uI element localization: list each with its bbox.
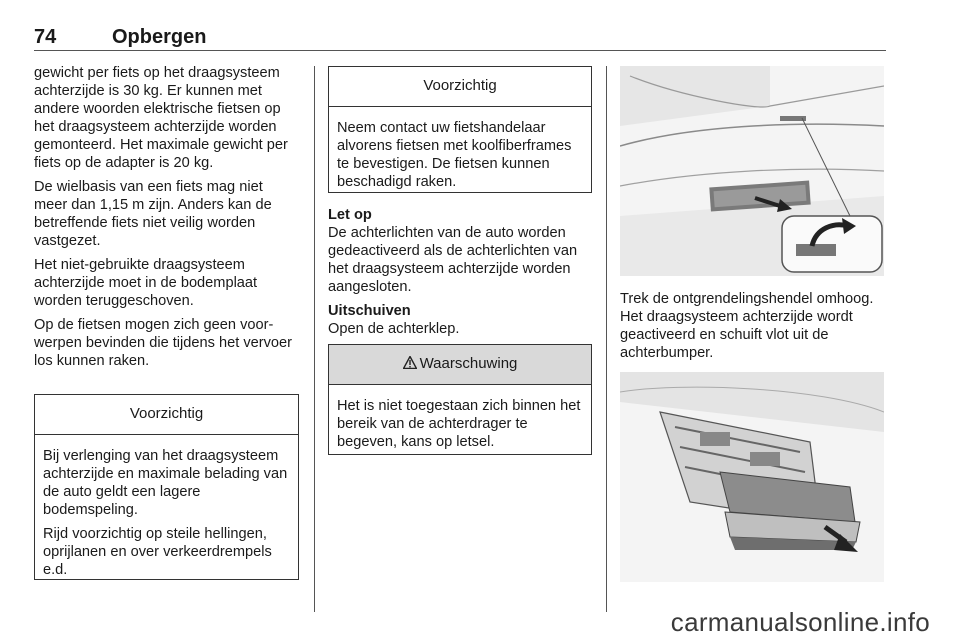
column-divider [606, 66, 607, 612]
watermark: carmanualsonline.info [670, 607, 930, 637]
caution-title: Voorzichtig [329, 67, 591, 107]
illustration-release-lever [620, 66, 884, 276]
warning-triangle-icon [403, 355, 417, 373]
caution-title: Voorzichtig [35, 395, 298, 435]
middle-column-text [328, 206, 593, 344]
page-header [34, 22, 886, 51]
caution-box [34, 394, 299, 580]
section-text: Open de achterklep. [328, 321, 460, 337]
right-column-text [620, 290, 888, 368]
warning-title: Waarschuwing [419, 355, 518, 372]
note-title: Let op [328, 207, 372, 223]
chapter-title: Opbergen [112, 26, 207, 48]
left-column [34, 64, 300, 376]
caution-box [328, 66, 592, 193]
paragraph: Het niet-gebruikte draagsysteem achterzijde moet in de bodemplaat worden teruggeschoven. [34, 257, 258, 309]
illustration-carrier-extended [620, 372, 884, 582]
warning-box [328, 344, 592, 455]
caution-text: Bij verlenging van het draagsysteem achterzijde en maximale belading van de auto geldt een lagere bodemspeling. [43, 448, 288, 518]
paragraph: Op de fietsen mogen zich geen voorwerpen bevinden die tijdens het vervoer los kunnen raken. [34, 317, 292, 369]
paragraph: gewicht per fiets op het draagsysteem achterzijde is 30 kg. Er kunnen met andere woorden elektrische fietsen op het draagsysteem achterzijde worden gemonteerd. Het maximale gewicht per fiets op de adapter is 20 kg. [34, 65, 288, 171]
caution-text: Neem contact uw fietshandelaar alvorens fietsen met koolfiberframes te bevestigen. De fietsen kunnen beschadigd raken. [337, 120, 572, 190]
warning-header [329, 345, 591, 385]
page-number: 74 [34, 26, 57, 48]
section-heading: Uitschuiven [328, 303, 411, 319]
paragraph: De wielbasis van een fiets mag niet meer dan 1,15 m zijn. Anders kan de betreffende fiets niet veilig worden vastgezet. [34, 179, 272, 249]
warning-text: Het is niet toegestaan zich binnen het bereik van de achterdrager te begeven, kans op letsel. [337, 398, 581, 450]
column-divider [314, 66, 315, 612]
instruction-text: Trek de ontgrendelingshendel omhoog. Het draagsysteem achterzijde wordt geactiveerd en schuift vlot uit de achterbumper. [620, 291, 874, 361]
note-text: De achterlichten van de auto worden gedeactiveerd als de achterlichten van het draagsysteem achterzijde worden aangesloten. [328, 225, 578, 295]
caution-text: Rijd voorzichtig op steile hellingen, oprijlanen en over verkeerdrempels e.d. [43, 526, 272, 578]
